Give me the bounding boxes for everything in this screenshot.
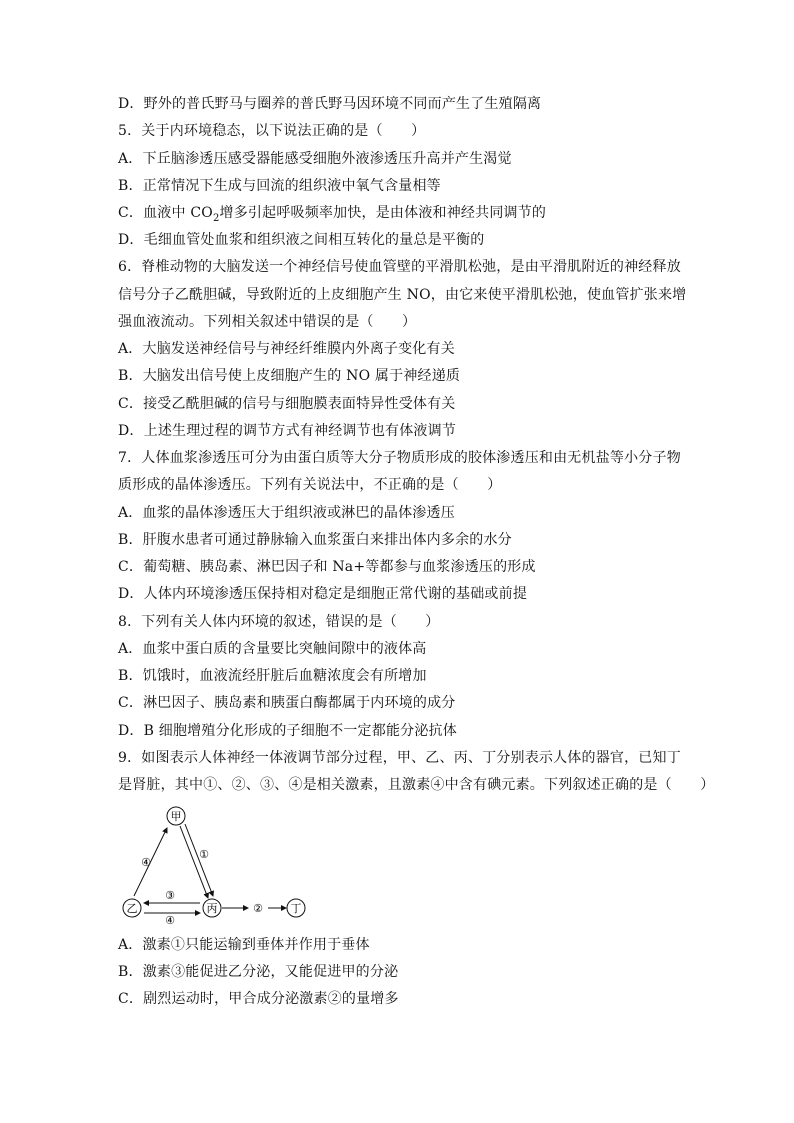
q8-option-b: B．饥饿时，血液流经肝脏后血糖浓度会有所增加 [118,668,427,684]
node-bing [203,899,221,917]
q9-option-c: C．剧烈运动时，甲合成分泌激素②的量增多 [118,991,399,1007]
node-jia [167,807,185,825]
q5-option-c [118,204,688,222]
q5-option-b: B．正常情况下生成与回流的组织液中氧气含量相等 [118,178,441,194]
node-yi-label: 乙 [126,902,138,915]
regulation-diagram [112,800,312,930]
q7-stem-line1: 7．人体血浆渗透压可分为由蛋白质等大分子物质形成的胶体渗透压和由无机盐等小分子物 [118,450,681,466]
node-bing-label: 丙 [206,902,218,915]
node-ding [287,899,305,917]
q9-stem-line1: 9．如图表示人体神经一体液调节部分过程，甲、乙、丙、丁分别表示人体的器官，已知丁 [118,750,681,766]
q9-option-a: A．激素①只能运输到垂体并作用于垂体 [118,937,370,953]
hormone-4-lower: ④ [165,914,175,927]
q6-stem-line1: 6．脊椎动物的大脑发送一个神经信号使血管壁的平滑肌松弛，是由平滑肌附近的神经释放 [118,259,681,275]
q8-option-d: D．B 细胞增殖分化形成的子细胞不一定都能分泌抗体 [118,723,457,739]
q5-option-a: A．下丘脑渗透压感受器能感受细胞外液渗透压升高并产生渴觉 [118,151,512,167]
q9-option-b: B．激素③能促进乙分泌，又能促进甲的分泌 [118,964,399,980]
q7-stem-line2: 质形成的晶体渗透压。下列有关说法中，不正确的是（ ） [118,477,502,493]
hormone-1: ① [199,848,209,861]
hormone-2: ② [253,902,263,915]
q6-option-a: A．大脑发送神经信号与神经纤维膜内外离子变化有关 [118,341,455,357]
hormone-3: ③ [165,889,175,902]
arrow-jia-to-bing-a [180,826,208,898]
q5-stem: 5．关于内环境稳态，以下说法正确的是（ ） [118,123,426,139]
q9-stem-line2: 是肾脏，其中①、②、③、④是相关激素，且激素④中含有碘元素。下列叙述正确的是（ ） [118,777,715,793]
q6-option-b: B．大脑发出信号使上皮细胞产生的 NO 属于神经递质 [118,368,461,384]
q7-option-a: A．血浆的晶体渗透压大于组织液或淋巴的晶体渗透压 [118,505,455,521]
q7-option-c: C．葡萄糖、胰岛素、淋巴因子和 Na+等都参与血浆渗透压的形成 [118,559,536,575]
q5-option-d: D．毛细血管处血浆和组织液之间相互转化的量总是平衡的 [118,232,485,248]
q8-stem: 8．下列有关人体内环境的叙述，错误的是（ ） [118,614,440,630]
hormone-4-upper: ④ [141,856,151,869]
q6-stem-line3: 强血液流动。下列相关叙述中错误的是（ ） [118,314,417,330]
q4-option-d: D．野外的普氏野马与圈养的普氏野马因环境不同而产生了生殖隔离 [118,96,542,112]
q7-option-b: B．肝腹水患者可通过静脉输入血浆蛋白来排出体内多余的水分 [118,532,512,548]
q5-option-c-suffix: 增多引起呼吸频率加快，是由体液和神经共同调节的 [219,205,547,221]
q8-option-a: A．血浆中蛋白质的含量要比突触间隙中的液体高 [118,641,427,657]
q5-option-c-subscript: 2 [212,212,220,224]
q6-stem-line2: 信号分子乙酰胆碱，导致附近的上皮细胞产生 NO，由它来使平滑肌松弛，使血管扩张来增 [118,287,687,303]
q6-option-d: D．上述生理过程的调节方式有神经调节也有体液调节 [118,423,457,439]
q8-option-c: C．淋巴因子、胰岛素和胰蛋白酶都属于内环境的成分 [118,695,456,711]
q5-option-c-prefix: C．血液中 CO [118,205,213,221]
q7-option-d: D．人体内环境渗透压保持相对稳定是细胞正常代谢的基础或前提 [118,586,528,602]
node-yi [123,899,141,917]
q6-option-c: C．接受乙酰胆碱的信号与细胞膜表面特异性受体有关 [118,396,456,412]
node-ding-label: 丁 [290,902,302,915]
node-jia-label: 甲 [170,810,182,823]
